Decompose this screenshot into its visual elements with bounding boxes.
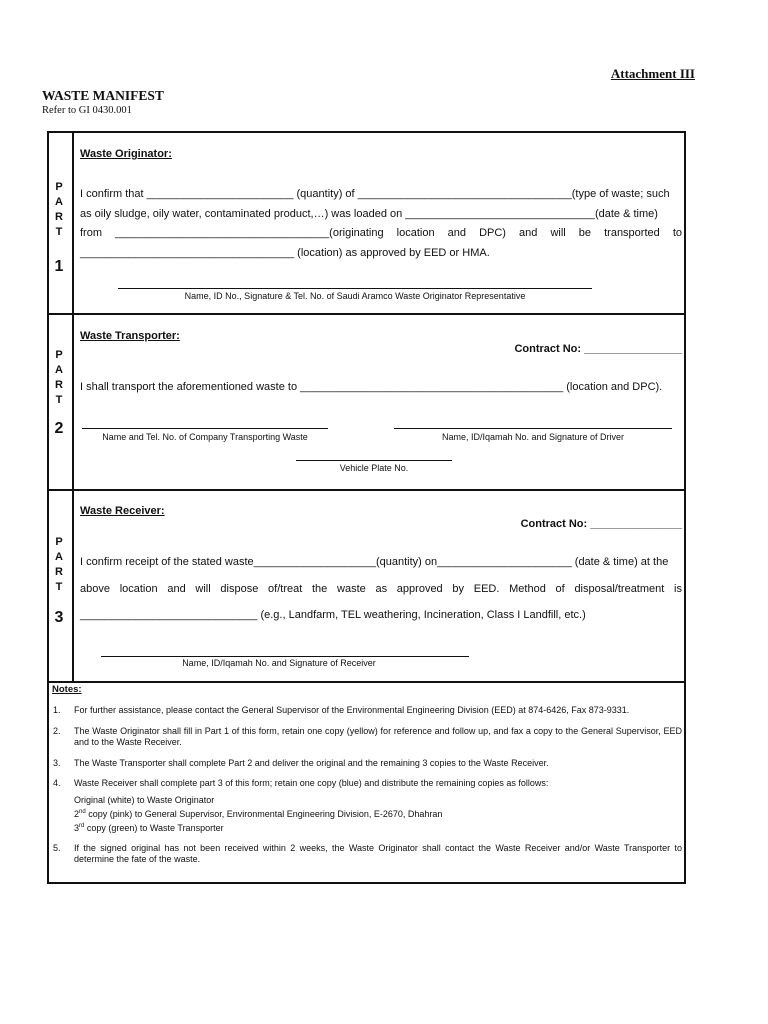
note-number: 3. — [53, 758, 61, 768]
note-2: The Waste Originator shall fill in Part 1 of this form, retain one copy (yellow) for reference and follow up, and fax a copy to the General Supervisor, EED and to the Waste Receiver. — [74, 726, 682, 747]
part2-divider — [47, 489, 686, 491]
part3-contract-no[interactable]: Contract No: _______________ — [520, 518, 682, 530]
part1-label: P A R T — [55, 181, 63, 238]
part2-plate-line[interactable] — [296, 460, 452, 461]
document-title: WASTE MANIFEST — [42, 88, 164, 103]
note-number: 2. — [53, 726, 61, 736]
part3-heading: Waste Receiver: — [80, 505, 165, 517]
part1-line-2[interactable]: as oily sludge, oily water, contaminated product,…) was loaded on _______________________________(date & time) — [80, 208, 658, 220]
part-column-divider — [72, 131, 74, 683]
note-3: The Waste Transporter shall complete Part 2 and deliver the original and the remaining 3 copies to the Waste Receiver. — [74, 758, 549, 768]
part1-signature-caption: Name, ID No., Signature & Tel. No. of Saudi Aramco Waste Originator Representative — [184, 291, 526, 301]
part2-number: 2 — [54, 420, 64, 437]
part2-plate-caption: Vehicle Plate No. — [339, 463, 409, 473]
part3-signature-caption: Name, ID/Iqamah No. and Signature of Receiver — [182, 658, 376, 668]
part2-label: P A R T — [55, 349, 63, 406]
note-1: For further assistance, please contact the General Supervisor of the Environmental Engineering Division (EED) at 874-6426, Fax 873-9331. — [74, 705, 630, 715]
note-4-original: Original (white) to Waste Originator — [74, 795, 215, 805]
part1-line-4[interactable]: ___________________________________ (location) as approved by EED or HMA. — [80, 247, 490, 259]
part3-line-3[interactable]: _____________________________ (e.g., Landfarm, TEL weathering, Incineration, Class I Landfill, etc.) — [80, 609, 586, 621]
part1-signature-line[interactable] — [118, 288, 592, 289]
part2-heading: Waste Transporter: — [80, 330, 180, 342]
note-4: Waste Receiver shall complete part 3 of this form; retain one copy (blue) and distribute the remaining copies as follows: — [74, 778, 549, 788]
part1-line-1[interactable]: I confirm that ________________________ (quantity) of ___________________________________(type of waste; such — [80, 188, 670, 200]
attachment-label: Attachment III — [610, 66, 695, 81]
part2-driver-line[interactable] — [394, 428, 672, 429]
part2-company-line[interactable] — [82, 428, 328, 429]
part1-heading: Waste Originator: — [80, 148, 172, 160]
part3-number: 3 — [54, 609, 64, 626]
part3-line-1[interactable]: I confirm receipt of the stated waste____________________(quantity) on______________________ (date & time) at the — [80, 556, 669, 568]
note-number: 5. — [53, 843, 61, 853]
part3-signature-line[interactable] — [101, 656, 469, 657]
note-number: 1. — [53, 705, 61, 715]
notes-heading: Notes: — [52, 684, 82, 695]
part2-company-caption: Name and Tel. No. of Company Transporting Waste — [102, 432, 308, 442]
note-5: If the signed original has not been received within 2 weeks, the Waste Originator shall contact the Waste Receiver and/or Waste Transporter to determine the fate of the waste. — [74, 843, 682, 864]
note-4-second-copy: 2nd copy (pink) to General Supervisor, Environmental Engineering Division, E-2670, Dhahran — [74, 809, 443, 819]
part2-line-1[interactable]: I shall transport the aforementioned waste to ___________________________________________ (location and DPC). — [80, 381, 663, 393]
document-reference: Refer to GI 0430.001 — [42, 105, 132, 116]
note-4-third-copy: 3rd copy (green) to Waste Transporter — [74, 823, 224, 833]
part3-line-2[interactable]: above location and will dispose of/treat the waste as approved by EED. Method of disposal/treatment is — [80, 583, 682, 595]
part3-label: P A R T — [55, 536, 63, 593]
part2-driver-caption: Name, ID/Iqamah No. and Signature of Driver — [441, 432, 625, 442]
part1-number: 1 — [54, 258, 64, 275]
part1-line-3[interactable]: from ___________________________________(originating location and DPC) and will be transported to — [80, 227, 682, 239]
part3-divider — [47, 681, 686, 683]
note-number: 4. — [53, 778, 61, 788]
part1-divider — [47, 313, 686, 315]
part2-contract-no[interactable]: Contract No: ________________ — [514, 343, 682, 355]
